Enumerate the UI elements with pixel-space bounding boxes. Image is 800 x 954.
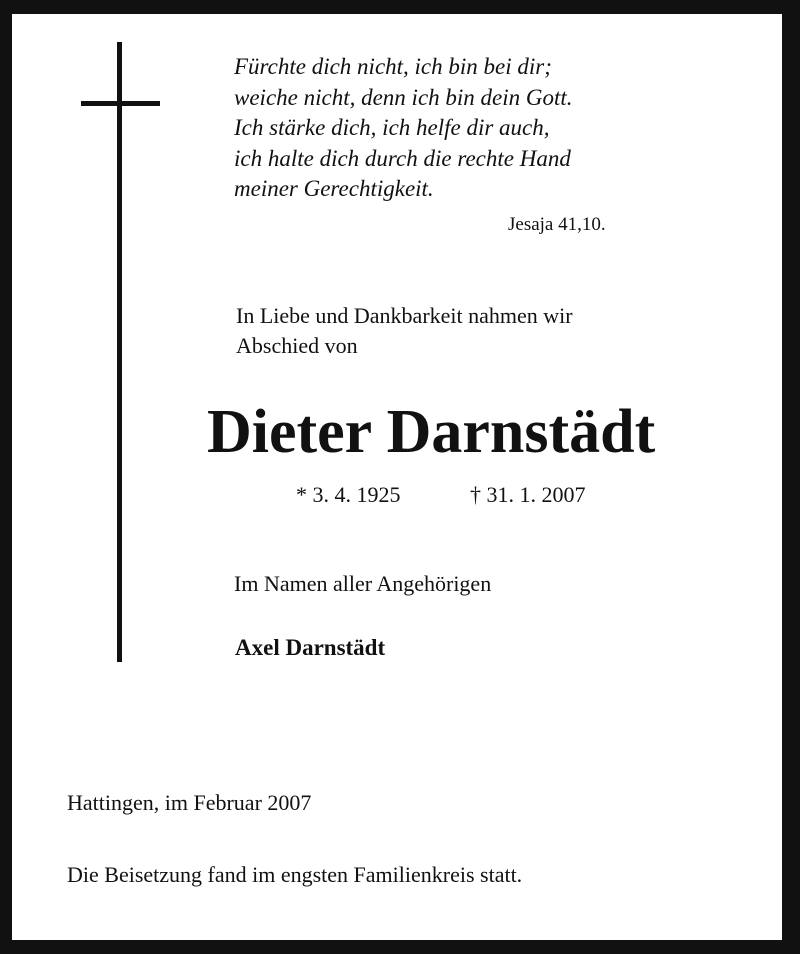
farewell-intro-line-2: Abschied von <box>236 333 358 358</box>
birth-date: * 3. 4. 1925 <box>296 482 401 507</box>
farewell-intro-line-1: In Liebe und Dankbarkeit nahmen wir <box>236 303 573 328</box>
bible-verse <box>234 52 573 205</box>
verse-line-4: ich halte dich durch die rechte Hand <box>234 145 571 171</box>
family-line: Im Namen aller Angehörigen <box>234 571 492 596</box>
cross-horizontal-bar <box>81 101 160 106</box>
verse-reference: Jesaja 41,10. <box>508 214 606 235</box>
place-and-date: Hattingen, im Februar 2007 <box>67 790 312 815</box>
verse-line-1: Fürchte dich nicht, ich bin bei dir; <box>234 54 552 79</box>
cross-vertical-bar <box>117 42 122 662</box>
verse-line-2: weiche nicht, denn ich bin dein Gott. <box>234 84 573 110</box>
farewell-intro <box>236 301 573 361</box>
deceased-name: Dieter Darnstädt <box>207 398 656 466</box>
verse-line-3: Ich stärke dich, ich helfe dir auch, <box>234 115 550 140</box>
burial-note: Die Beisetzung fand im engsten Familienkreis statt. <box>67 862 523 887</box>
death-date: † 31. 1. 2007 <box>470 482 586 507</box>
signer-name: Axel Darnstädt <box>235 635 386 660</box>
verse-line-5: meiner Gerechtigkeit. <box>234 176 434 201</box>
